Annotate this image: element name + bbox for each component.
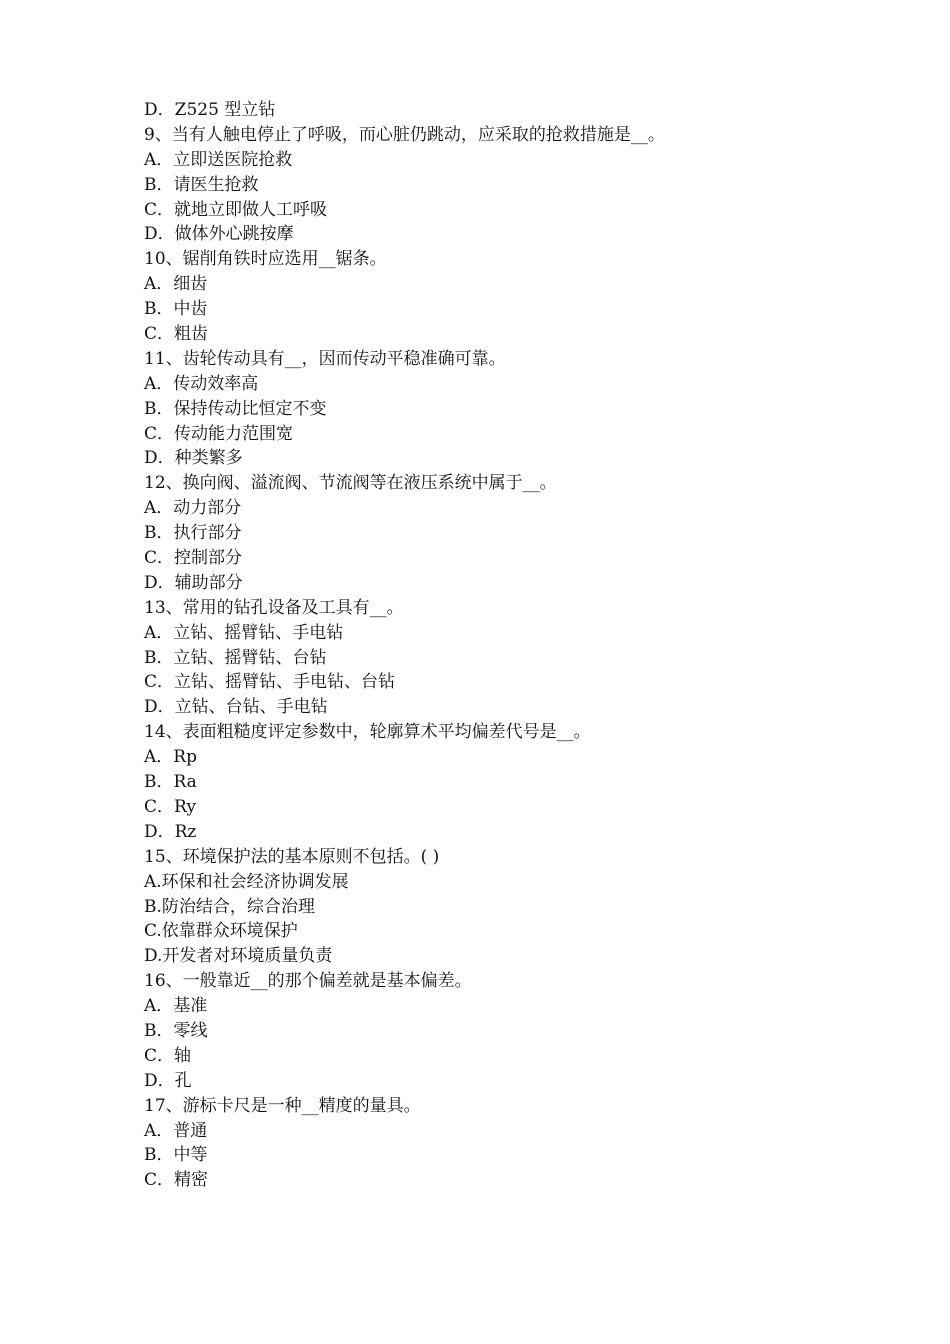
option-line: C．粗齿 [144, 324, 209, 345]
option-line: A．传动效率高 [144, 373, 259, 394]
option-line: C．就地立即做人工呼吸 [144, 199, 328, 220]
option-line: C．Ry [144, 796, 197, 817]
option-line: A．Rp [144, 747, 197, 768]
option-line: A．普通 [144, 1120, 208, 1141]
option-line: B．执行部分 [144, 523, 242, 544]
question-line: 11、齿轮传动具有__，因而传动平稳准确可靠。 [144, 348, 506, 369]
option-line: C．传动能力范围宽 [144, 423, 294, 444]
option-line: A．基准 [144, 996, 208, 1017]
option-line: D.开发者对环境质量负责 [144, 946, 333, 967]
option-line: C.依靠群众环境保护 [144, 921, 298, 942]
option-line: A.环保和社会经济协调发展 [144, 871, 349, 892]
question-line: 9、当有人触电停止了呼吸，而心脏仍跳动，应采取的抢救措施是__。 [144, 124, 665, 145]
option-line: B.防治结合，综合治理 [144, 896, 315, 917]
option-line: B．保持传动比恒定不变 [144, 398, 327, 419]
question-line: 16、一般靠近__的那个偏差就是基本偏差。 [144, 971, 472, 992]
question-line: 13、常用的钻孔设备及工具有__。 [144, 597, 404, 618]
option-line: B．请医生抢救 [144, 174, 259, 195]
option-line: A．立即送医院抢救 [144, 149, 293, 170]
option-line: D．做体外心跳按摩 [144, 224, 294, 245]
option-line: B．中等 [144, 1145, 208, 1166]
option-line: D．Rz [144, 821, 197, 842]
option-line: C．精密 [144, 1170, 209, 1191]
question-line: 14、表面粗糙度评定参数中，轮廓算术平均偏差代号是__。 [144, 722, 591, 743]
question-line: 12、换向阀、溢流阀、节流阀等在液压系统中属于__。 [144, 473, 557, 494]
option-line: B．中齿 [144, 299, 208, 320]
option-line: B．Ra [144, 772, 197, 793]
question-line: 10、锯削角铁时应选用__锯条。 [144, 249, 387, 270]
option-line: B．立钻、摇臂钻、台钻 [144, 647, 327, 668]
option-line: C．立钻、摇臂钻、手电钻、台钻 [144, 672, 396, 693]
option-line: D．种类繁多 [144, 448, 243, 469]
option-line: A．立钻、摇臂钻、手电钻 [144, 622, 344, 643]
document-body [144, 98, 824, 1193]
option-line: D．Z525 型立钻 [144, 100, 276, 120]
option-line: A．细齿 [144, 274, 208, 295]
question-line: 15、环境保护法的基本原则不包括。( ) [144, 846, 440, 867]
option-line: D．孔 [144, 1070, 192, 1091]
option-line: D．立钻、台钻、手电钻 [144, 697, 328, 718]
option-line: A．动力部分 [144, 498, 242, 519]
option-line: D．辅助部分 [144, 572, 243, 593]
option-line: C．轴 [144, 1045, 192, 1066]
option-line: C．控制部分 [144, 548, 243, 569]
option-line: B．零线 [144, 1020, 208, 1041]
question-line: 17、游标卡尺是一种__精度的量具。 [144, 1095, 421, 1116]
